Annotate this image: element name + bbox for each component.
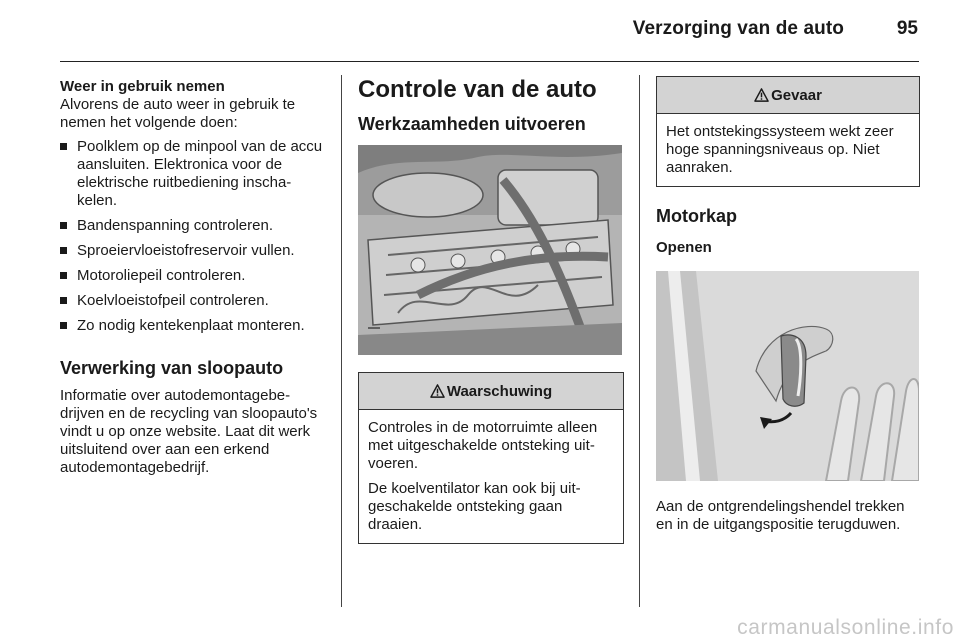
column-left xyxy=(60,78,326,477)
warning-triangle-icon xyxy=(430,384,445,398)
engine-bay-image xyxy=(358,145,622,355)
bullet-square-icon xyxy=(60,272,67,279)
bullet-square-icon xyxy=(60,143,67,150)
list-item xyxy=(60,292,326,310)
list-item-text: Motoroliepeil controleren. xyxy=(77,267,246,284)
warning-box-header xyxy=(359,373,623,410)
list-item-text: Bandenspanning controleren. xyxy=(77,217,273,234)
danger-box-body xyxy=(657,114,919,186)
heading-reuse: Weer in gebruik nemen xyxy=(60,78,225,95)
heading-recycling: Verwerking van sloopauto xyxy=(60,358,284,378)
list-item-text: Koelvloeistofpeil controleren. xyxy=(77,292,269,309)
list-item xyxy=(60,317,326,335)
warning-label: Waarschuwing xyxy=(446,382,553,400)
section-subtitle: Werkzaamheden uitvoeren xyxy=(358,114,586,134)
danger-label: Gevaar xyxy=(771,86,822,104)
bullet-square-icon xyxy=(60,222,67,229)
bullet-square-icon xyxy=(60,322,67,329)
list-item xyxy=(60,217,326,235)
watermark: carmanualsonline.info xyxy=(737,616,954,639)
recycling-text: Informatie over autodemontagebedrijven en de recycling van sloopauto's vindt u op onze website. Laat dit werk uitsluitend over aan een erkend autodemontagebedrijf. xyxy=(60,387,318,476)
list-item-text: Poolklem op de minpool van de accu aansluiten. Elektronica voor de elektrische ruitbediening inschakelen. xyxy=(77,138,323,209)
bullet-square-icon xyxy=(60,247,67,254)
bullet-square-icon xyxy=(60,297,67,304)
warning-triangle-icon xyxy=(754,88,769,102)
intro-text: Alvorens de auto weer in gebruik te nemen het volgende doen: xyxy=(60,96,296,131)
column-divider-left xyxy=(341,75,342,607)
release-caption: Aan de ontgrendelingshendel trekken en in de uitgangspositie terugduwen. xyxy=(656,498,905,533)
checklist xyxy=(60,138,326,335)
warning-text-fan: De koelventilator kan ook bij uitgeschakelde ontsteking gaan draaien. xyxy=(368,480,581,533)
bonnet-release-image xyxy=(656,271,919,481)
warning-box-body xyxy=(359,410,623,543)
danger-box-header xyxy=(657,77,919,114)
section-title: Controle van de auto xyxy=(358,76,597,103)
list-item-text: Zo nodig kentekenplaat monteren. xyxy=(77,317,305,334)
column-divider-right xyxy=(639,75,640,607)
danger-text: Het ontstekingssysteem wekt zeer hoge spanningsniveaus op. Niet aanraken. xyxy=(666,123,894,176)
header-title: Verzorging van de auto xyxy=(632,18,844,39)
heading-open: Openen xyxy=(656,239,712,256)
list-item xyxy=(60,267,326,285)
warning-text: Controles in de motorruimte alleen met uitgeschakelde ontsteking uitvoeren. xyxy=(368,419,598,472)
list-item xyxy=(60,138,326,210)
list-item-text: Sproeiervloeistofreservoir vullen. xyxy=(77,242,295,259)
list-item xyxy=(60,242,326,260)
warning-box xyxy=(358,372,624,544)
heading-bonnet: Motorkap xyxy=(656,206,737,226)
page-number: 95 xyxy=(896,18,918,39)
header-rule xyxy=(60,61,919,62)
column-right xyxy=(656,76,920,534)
danger-box xyxy=(656,76,920,187)
column-middle xyxy=(358,76,624,544)
